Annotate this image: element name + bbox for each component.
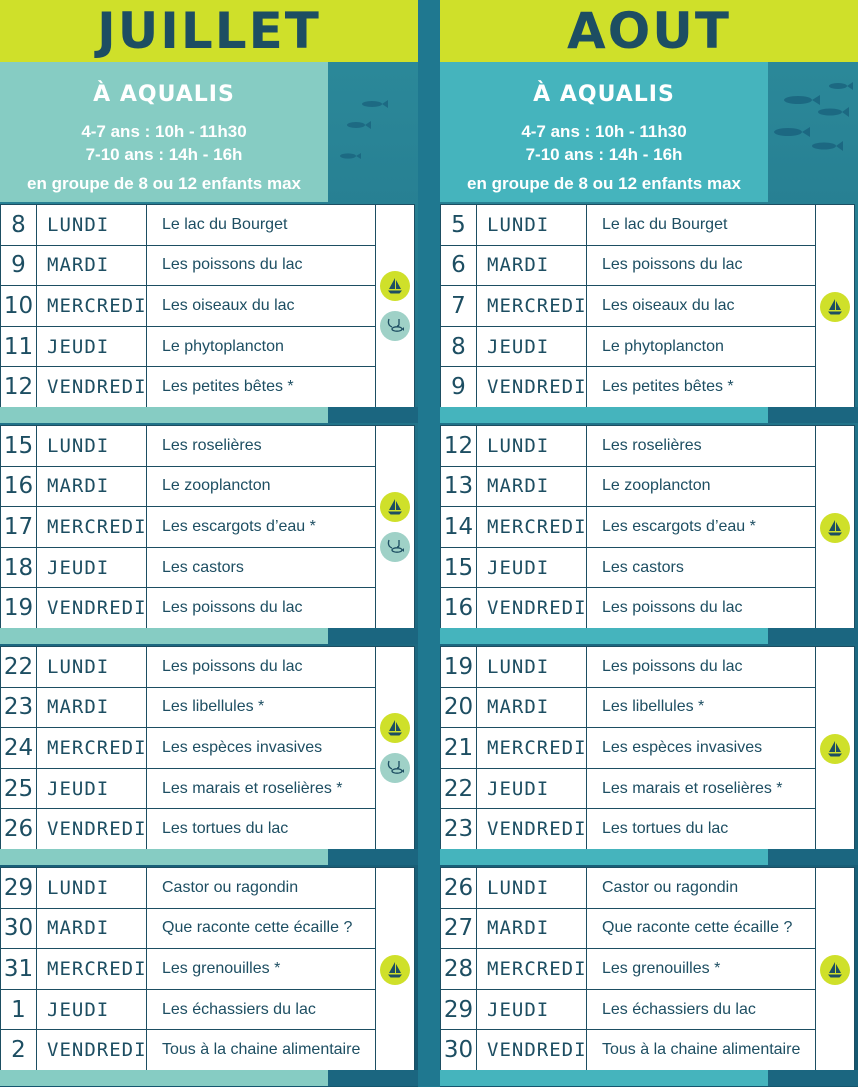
day-number: 13 bbox=[441, 467, 477, 507]
table-row bbox=[441, 367, 815, 408]
day-name: LUNDI bbox=[477, 868, 587, 908]
activity-icons-cell bbox=[815, 647, 855, 849]
separator-light bbox=[440, 407, 768, 423]
activity-topic: Les petites bêtes * bbox=[602, 378, 734, 396]
activity-topic: Les poissons du lac bbox=[602, 599, 743, 617]
activity-icons-cell bbox=[375, 205, 415, 407]
day-name: JEUDI bbox=[37, 769, 147, 809]
activity-topic: Les castors bbox=[162, 558, 244, 576]
activity-topic: Tous à la chaine alimentaire bbox=[162, 1041, 361, 1059]
activity-topic: Les marais et roselières * bbox=[162, 779, 343, 797]
day-name: MERCREDI bbox=[37, 949, 147, 989]
day-number: 12 bbox=[1, 367, 37, 407]
day-number: 21 bbox=[441, 728, 477, 768]
activity-topic: Les marais et roselières * bbox=[602, 779, 783, 797]
fish-decoration bbox=[328, 62, 418, 202]
day-number: 23 bbox=[441, 809, 477, 849]
group-size: en groupe de 8 ou 12 enfants max bbox=[27, 174, 301, 193]
activity-topic: Le lac du Bourget bbox=[162, 215, 288, 233]
ages-line-1: 4-7 ans : 10h - 11h30 bbox=[81, 122, 247, 141]
week-separator bbox=[0, 628, 418, 644]
month-banner bbox=[440, 0, 858, 62]
fishing-icon bbox=[380, 532, 410, 562]
month-banner bbox=[0, 0, 418, 62]
day-name: LUNDI bbox=[37, 205, 147, 245]
day-name: LUNDI bbox=[477, 426, 587, 466]
activity-topic: Les échassiers du lac bbox=[602, 1000, 756, 1018]
table-row bbox=[441, 647, 815, 688]
day-number: 11 bbox=[1, 327, 37, 367]
activity-topic: Les oiseaux du lac bbox=[162, 296, 295, 314]
fishing-icon bbox=[380, 753, 410, 783]
day-number: 29 bbox=[441, 990, 477, 1030]
day-name: MARDI bbox=[477, 246, 587, 286]
activity-topic: Les poissons du lac bbox=[162, 599, 303, 617]
activity-topic: Les poissons du lac bbox=[602, 657, 743, 675]
day-number: 5 bbox=[441, 205, 477, 245]
activity-topic: Tous à la chaine alimentaire bbox=[602, 1041, 801, 1059]
activity-topic: Les espèces invasives bbox=[602, 738, 763, 756]
day-number: 25 bbox=[1, 769, 37, 809]
day-number: 24 bbox=[1, 728, 37, 768]
table-row bbox=[441, 286, 815, 327]
activity-topic: Les petites bêtes * bbox=[162, 378, 294, 396]
day-name: VENDREDI bbox=[477, 588, 587, 628]
day-name: MERCREDI bbox=[37, 728, 147, 768]
fish-school-icon bbox=[768, 62, 858, 202]
day-name: MERCREDI bbox=[477, 728, 587, 768]
day-name: LUNDI bbox=[37, 426, 147, 466]
table-row bbox=[1, 327, 375, 368]
day-name: MARDI bbox=[477, 688, 587, 728]
fish-school-icon bbox=[328, 62, 418, 202]
day-name: VENDREDI bbox=[477, 809, 587, 849]
activity-topic: Les espèces invasives bbox=[162, 738, 323, 756]
table-row bbox=[1, 588, 375, 629]
day-name: MARDI bbox=[477, 467, 587, 507]
info-panel bbox=[0, 62, 328, 202]
day-number: 30 bbox=[1, 909, 37, 949]
day-name: MARDI bbox=[37, 909, 147, 949]
activity-topic: Que raconte cette écaille ? bbox=[602, 919, 793, 937]
sailboat-icon bbox=[820, 292, 850, 322]
day-name: MARDI bbox=[37, 246, 147, 286]
day-number: 18 bbox=[1, 548, 37, 588]
info-ages bbox=[0, 120, 328, 166]
table-row bbox=[1, 246, 375, 287]
sailboat-icon bbox=[820, 513, 850, 543]
table-row bbox=[1, 809, 375, 850]
activity-topic: Les tortues du lac bbox=[162, 820, 289, 838]
separator-dark bbox=[768, 407, 858, 423]
table-row bbox=[441, 688, 815, 729]
week-table bbox=[440, 867, 855, 1071]
ages-line-2: 7-10 ans : 14h - 16h bbox=[525, 145, 683, 164]
activity-icons-cell bbox=[815, 868, 855, 1070]
table-row bbox=[441, 548, 815, 589]
table-row bbox=[441, 588, 815, 629]
activity-topic: Les poissons du lac bbox=[602, 256, 743, 274]
table-row bbox=[1, 1030, 375, 1071]
fish-decoration bbox=[768, 62, 858, 202]
activity-icons-cell bbox=[375, 647, 415, 849]
activity-icons-cell bbox=[375, 426, 415, 628]
day-name: MERCREDI bbox=[477, 286, 587, 326]
month-title: AOUT bbox=[567, 2, 731, 60]
separator-dark bbox=[768, 1070, 858, 1086]
day-number: 8 bbox=[441, 327, 477, 367]
day-name: JEUDI bbox=[37, 327, 147, 367]
activity-topic: Le phytoplancton bbox=[602, 337, 724, 355]
week-separator bbox=[0, 407, 418, 423]
week-table bbox=[440, 204, 855, 408]
table-row bbox=[1, 286, 375, 327]
day-number: 16 bbox=[1, 467, 37, 507]
week-table bbox=[0, 204, 415, 408]
week-table bbox=[440, 425, 855, 629]
table-row bbox=[1, 868, 375, 909]
activity-topic: Les libellules * bbox=[602, 698, 705, 716]
activity-topic: Castor ou ragondin bbox=[162, 878, 299, 896]
table-row bbox=[1, 205, 375, 246]
table-row bbox=[441, 246, 815, 287]
activity-topic: Le phytoplancton bbox=[162, 337, 284, 355]
activity-topic: Les poissons du lac bbox=[162, 256, 303, 274]
activity-topic: Les poissons du lac bbox=[162, 657, 303, 675]
month-column-aout bbox=[440, 0, 858, 1087]
sailboat-icon bbox=[820, 955, 850, 985]
day-name: LUNDI bbox=[477, 647, 587, 687]
day-name: JEUDI bbox=[477, 990, 587, 1030]
day-number: 29 bbox=[1, 868, 37, 908]
table-row bbox=[441, 1030, 815, 1071]
day-name: VENDREDI bbox=[37, 588, 147, 628]
activity-topic: Les libellules * bbox=[162, 698, 265, 716]
table-row bbox=[1, 688, 375, 729]
table-row bbox=[1, 909, 375, 950]
day-name: JEUDI bbox=[37, 548, 147, 588]
table-row bbox=[441, 990, 815, 1031]
day-name: MERCREDI bbox=[477, 949, 587, 989]
table-row bbox=[441, 909, 815, 950]
table-row bbox=[441, 769, 815, 810]
separator-light bbox=[440, 628, 768, 644]
separator-light bbox=[440, 849, 768, 865]
separator-light bbox=[440, 1070, 768, 1086]
day-name: MARDI bbox=[37, 467, 147, 507]
week-table bbox=[0, 425, 415, 629]
sailboat-icon bbox=[380, 955, 410, 985]
table-row bbox=[1, 949, 375, 990]
week-separator bbox=[440, 1070, 858, 1086]
activity-topic: Que raconte cette écaille ? bbox=[162, 919, 353, 937]
activity-topic: Les castors bbox=[602, 558, 684, 576]
sailboat-icon bbox=[380, 713, 410, 743]
table-row bbox=[1, 728, 375, 769]
day-number: 12 bbox=[441, 426, 477, 466]
week-table bbox=[0, 646, 415, 850]
day-name: JEUDI bbox=[477, 769, 587, 809]
day-name: MERCREDI bbox=[37, 286, 147, 326]
day-number: 22 bbox=[1, 647, 37, 687]
day-number: 19 bbox=[1, 588, 37, 628]
month-title: JUILLET bbox=[97, 2, 321, 60]
table-row bbox=[1, 426, 375, 467]
day-number: 16 bbox=[441, 588, 477, 628]
activity-icons-cell bbox=[815, 205, 855, 407]
day-name: JEUDI bbox=[477, 327, 587, 367]
table-row bbox=[441, 467, 815, 508]
day-name: LUNDI bbox=[37, 647, 147, 687]
day-number: 26 bbox=[441, 868, 477, 908]
day-name: MERCREDI bbox=[477, 507, 587, 547]
table-row bbox=[1, 647, 375, 688]
activity-topic: Les escargots d’eau * bbox=[602, 517, 756, 535]
activity-topic: Les roselières bbox=[602, 436, 702, 454]
ages-line-1: 4-7 ans : 10h - 11h30 bbox=[521, 122, 687, 141]
day-name: VENDREDI bbox=[37, 809, 147, 849]
day-number: 15 bbox=[1, 426, 37, 466]
day-name: LUNDI bbox=[477, 205, 587, 245]
activity-topic: Les oiseaux du lac bbox=[602, 296, 735, 314]
month-column-juillet bbox=[0, 0, 418, 1087]
separator-dark bbox=[328, 407, 418, 423]
info-ages bbox=[440, 120, 768, 166]
table-row bbox=[441, 728, 815, 769]
day-number: 10 bbox=[1, 286, 37, 326]
activity-topic: Le zooplancton bbox=[602, 477, 711, 495]
day-name: LUNDI bbox=[37, 868, 147, 908]
day-number: 8 bbox=[1, 205, 37, 245]
fishing-icon bbox=[380, 311, 410, 341]
day-number: 1 bbox=[1, 990, 37, 1030]
day-number: 9 bbox=[1, 246, 37, 286]
info-panel bbox=[440, 62, 768, 202]
table-row bbox=[441, 426, 815, 467]
table-row bbox=[441, 868, 815, 909]
day-name: VENDREDI bbox=[37, 1030, 147, 1070]
day-number: 9 bbox=[441, 367, 477, 407]
table-row bbox=[1, 990, 375, 1031]
day-number: 23 bbox=[1, 688, 37, 728]
table-row bbox=[1, 507, 375, 548]
activity-icons-cell bbox=[375, 868, 415, 1070]
day-name: VENDREDI bbox=[477, 367, 587, 407]
day-number: 14 bbox=[441, 507, 477, 547]
week-separator bbox=[0, 849, 418, 865]
sailboat-icon bbox=[380, 492, 410, 522]
day-number: 26 bbox=[1, 809, 37, 849]
day-name: VENDREDI bbox=[477, 1030, 587, 1070]
activity-topic: Le zooplancton bbox=[162, 477, 271, 495]
activity-topic: Les grenouilles * bbox=[162, 959, 281, 977]
separator-light bbox=[0, 407, 328, 423]
table-row bbox=[441, 327, 815, 368]
activity-topic: Les tortues du lac bbox=[602, 820, 729, 838]
day-number: 20 bbox=[441, 688, 477, 728]
day-number: 22 bbox=[441, 769, 477, 809]
table-row bbox=[1, 367, 375, 408]
day-number: 30 bbox=[441, 1030, 477, 1070]
day-name: MARDI bbox=[477, 909, 587, 949]
activity-topic: Castor ou ragondin bbox=[602, 878, 739, 896]
separator-light bbox=[0, 1070, 328, 1086]
day-number: 15 bbox=[441, 548, 477, 588]
table-row bbox=[441, 809, 815, 850]
separator-dark bbox=[328, 1070, 418, 1086]
group-size: en groupe de 8 ou 12 enfants max bbox=[467, 174, 741, 193]
sailboat-icon bbox=[380, 271, 410, 301]
table-row bbox=[1, 769, 375, 810]
info-place: À AQUALIS bbox=[533, 82, 675, 107]
table-row bbox=[441, 507, 815, 548]
day-number: 19 bbox=[441, 647, 477, 687]
activity-topic: Les roselières bbox=[162, 436, 262, 454]
day-number: 17 bbox=[1, 507, 37, 547]
activity-topic: Les échassiers du lac bbox=[162, 1000, 316, 1018]
day-name: MERCREDI bbox=[37, 507, 147, 547]
day-name: JEUDI bbox=[37, 990, 147, 1030]
separator-light bbox=[0, 628, 328, 644]
week-separator bbox=[440, 628, 858, 644]
activity-topic: Les escargots d’eau * bbox=[162, 517, 316, 535]
week-separator bbox=[440, 407, 858, 423]
day-number: 31 bbox=[1, 949, 37, 989]
sailboat-icon bbox=[820, 734, 850, 764]
day-number: 28 bbox=[441, 949, 477, 989]
separator-dark bbox=[328, 849, 418, 865]
week-table bbox=[440, 646, 855, 850]
ages-line-2: 7-10 ans : 14h - 16h bbox=[85, 145, 243, 164]
separator-dark bbox=[328, 628, 418, 644]
separator-dark bbox=[768, 628, 858, 644]
day-name: MARDI bbox=[37, 688, 147, 728]
week-separator bbox=[440, 849, 858, 865]
week-separator bbox=[0, 1070, 418, 1086]
table-row bbox=[441, 949, 815, 990]
week-table bbox=[0, 867, 415, 1071]
table-row bbox=[1, 467, 375, 508]
table-row bbox=[1, 548, 375, 589]
day-number: 6 bbox=[441, 246, 477, 286]
table-row bbox=[441, 205, 815, 246]
day-name: JEUDI bbox=[477, 548, 587, 588]
activity-topic: Les grenouilles * bbox=[602, 959, 721, 977]
separator-dark bbox=[768, 849, 858, 865]
activity-icons-cell bbox=[815, 426, 855, 628]
column-gutter bbox=[418, 0, 440, 1087]
separator-light bbox=[0, 849, 328, 865]
day-number: 7 bbox=[441, 286, 477, 326]
day-name: VENDREDI bbox=[37, 367, 147, 407]
info-place: À AQUALIS bbox=[93, 82, 235, 107]
day-number: 27 bbox=[441, 909, 477, 949]
day-number: 2 bbox=[1, 1030, 37, 1070]
activity-topic: Le lac du Bourget bbox=[602, 215, 728, 233]
